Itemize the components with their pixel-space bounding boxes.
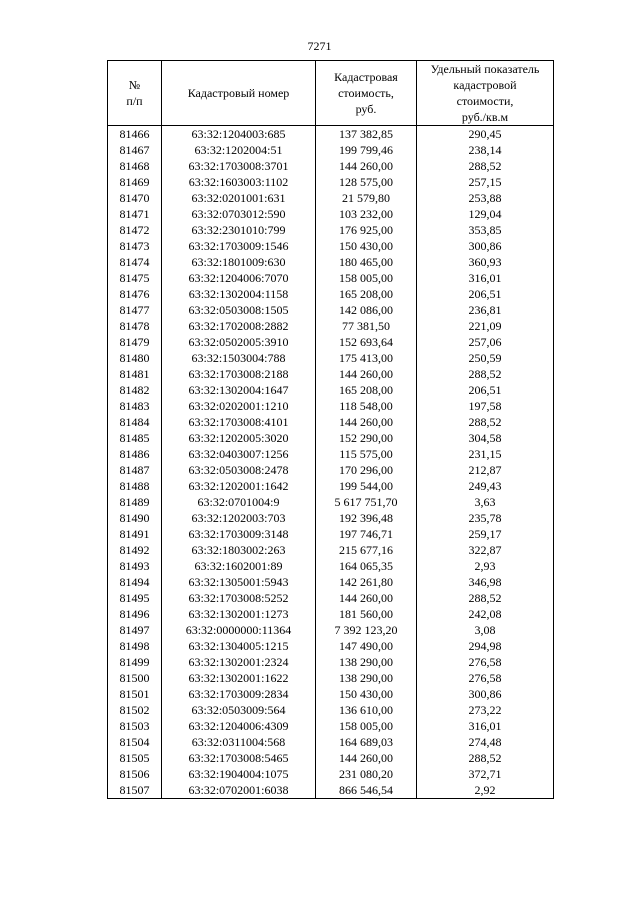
cadastral-number-cell: 63:32:0702001:6038 <box>162 782 316 799</box>
specific-value-cell: 253,88 <box>417 190 554 206</box>
specific-value-cell: 235,78 <box>417 510 554 526</box>
cadastral-number-cell: 63:32:1305001:5943 <box>162 574 316 590</box>
specific-value-cell: 259,17 <box>417 526 554 542</box>
cadastral-value-cell: 138 290,00 <box>316 670 417 686</box>
row-number-cell: 81468 <box>108 158 162 174</box>
row-number-cell: 81505 <box>108 750 162 766</box>
row-number-cell: 81480 <box>108 350 162 366</box>
table-row <box>108 270 554 286</box>
cadastral-value-cell: 144 260,00 <box>316 158 417 174</box>
row-number-cell: 81495 <box>108 590 162 606</box>
row-number-cell: 81496 <box>108 606 162 622</box>
specific-value-cell: 304,58 <box>417 430 554 446</box>
row-number-cell: 81500 <box>108 670 162 686</box>
row-number-cell: 81498 <box>108 638 162 654</box>
header-value-line1: Кадастровая <box>334 70 398 84</box>
cadastral-number-cell: 63:32:1304005:1215 <box>162 638 316 654</box>
specific-value-cell: 206,51 <box>417 382 554 398</box>
cadastral-value-cell: 164 689,03 <box>316 734 417 750</box>
specific-value-cell: 290,45 <box>417 126 554 143</box>
cadastral-value-cell: 7 392 123,20 <box>316 622 417 638</box>
cadastral-number-cell: 63:32:0503008:2478 <box>162 462 316 478</box>
table-row <box>108 686 554 702</box>
row-number-cell: 81481 <box>108 366 162 382</box>
table-row <box>108 654 554 670</box>
cadastral-value-cell: 164 065,35 <box>316 558 417 574</box>
cadastral-value-cell: 165 208,00 <box>316 382 417 398</box>
cadastral-number-cell: 63:32:1703008:2188 <box>162 366 316 382</box>
row-number-cell: 81506 <box>108 766 162 782</box>
table-row <box>108 334 554 350</box>
table-row <box>108 702 554 718</box>
cadastral-number-cell: 63:32:0201001:631 <box>162 190 316 206</box>
table-row <box>108 366 554 382</box>
row-number-cell: 81474 <box>108 254 162 270</box>
cadastral-number-cell: 63:32:1602001:89 <box>162 558 316 574</box>
cadastral-value-table <box>107 60 554 799</box>
table-row <box>108 478 554 494</box>
cadastral-number-cell: 63:32:1302001:2324 <box>162 654 316 670</box>
row-number-cell: 81499 <box>108 654 162 670</box>
specific-value-cell: 206,51 <box>417 286 554 302</box>
cadastral-number-cell: 63:32:1204003:685 <box>162 126 316 143</box>
cadastral-value-cell: 192 396,48 <box>316 510 417 526</box>
table-row <box>108 222 554 238</box>
row-number-cell: 81475 <box>108 270 162 286</box>
cadastral-value-cell: 176 925,00 <box>316 222 417 238</box>
cadastral-number-cell: 63:32:2301010:799 <box>162 222 316 238</box>
cadastral-number-cell: 63:32:1302001:1622 <box>162 670 316 686</box>
cadastral-number-cell: 63:32:0701004:9 <box>162 494 316 510</box>
row-number-cell: 81503 <box>108 718 162 734</box>
row-number-cell: 81478 <box>108 318 162 334</box>
row-number-cell: 81504 <box>108 734 162 750</box>
table-row <box>108 446 554 462</box>
cadastral-value-cell: 866 546,54 <box>316 782 417 799</box>
specific-value-cell: 353,85 <box>417 222 554 238</box>
cadastral-value-cell: 231 080,20 <box>316 766 417 782</box>
cadastral-value-cell: 165 208,00 <box>316 286 417 302</box>
specific-value-cell: 238,14 <box>417 142 554 158</box>
specific-value-cell: 2,93 <box>417 558 554 574</box>
specific-value-cell: 3,63 <box>417 494 554 510</box>
table-row <box>108 574 554 590</box>
row-number-cell: 81469 <box>108 174 162 190</box>
header-number <box>108 61 162 126</box>
cadastral-value-cell: 152 693,64 <box>316 334 417 350</box>
table-row <box>108 142 554 158</box>
header-row <box>108 61 554 126</box>
table-row <box>108 382 554 398</box>
table-row <box>108 430 554 446</box>
row-number-cell: 81473 <box>108 238 162 254</box>
specific-value-cell: 372,71 <box>417 766 554 782</box>
cadastral-number-cell: 63:32:1702008:2882 <box>162 318 316 334</box>
table-row <box>108 734 554 750</box>
table-row <box>108 302 554 318</box>
header-specific-value <box>417 61 554 126</box>
cadastral-number-cell: 63:32:1204006:7070 <box>162 270 316 286</box>
row-number-cell: 81484 <box>108 414 162 430</box>
cadastral-number-cell: 63:32:1202005:3020 <box>162 430 316 446</box>
cadastral-number-cell: 63:32:0000000:11364 <box>162 622 316 638</box>
row-number-cell: 81493 <box>108 558 162 574</box>
cadastral-value-cell: 158 005,00 <box>316 270 417 286</box>
cadastral-value-cell: 181 560,00 <box>316 606 417 622</box>
cadastral-value-cell: 150 430,00 <box>316 238 417 254</box>
row-number-cell: 81476 <box>108 286 162 302</box>
table-row <box>108 414 554 430</box>
cadastral-number-cell: 63:32:0502005:3910 <box>162 334 316 350</box>
cadastral-value-cell: 199 544,00 <box>316 478 417 494</box>
specific-value-cell: 288,52 <box>417 366 554 382</box>
header-cadastral-value <box>316 61 417 126</box>
specific-value-cell: 2,92 <box>417 782 554 799</box>
table-row <box>108 158 554 174</box>
table-row <box>108 206 554 222</box>
cadastral-number-cell: 63:32:1302004:1158 <box>162 286 316 302</box>
specific-value-cell: 249,43 <box>417 478 554 494</box>
cadastral-number-cell: 63:32:1703008:5252 <box>162 590 316 606</box>
cadastral-value-cell: 21 579,80 <box>316 190 417 206</box>
cadastral-value-cell: 150 430,00 <box>316 686 417 702</box>
specific-value-cell: 322,87 <box>417 542 554 558</box>
specific-value-cell: 316,01 <box>417 718 554 734</box>
row-number-cell: 81483 <box>108 398 162 414</box>
cadastral-number-cell: 63:32:0503008:1505 <box>162 302 316 318</box>
table-row <box>108 718 554 734</box>
cadastral-number-cell: 63:32:0403007:1256 <box>162 446 316 462</box>
header-number-line1: № <box>128 78 141 92</box>
specific-value-cell: 3,08 <box>417 622 554 638</box>
cadastral-value-cell: 144 260,00 <box>316 750 417 766</box>
table-row <box>108 766 554 782</box>
table-row <box>108 606 554 622</box>
header-specific-line1: Удельный показатель <box>430 62 540 76</box>
cadastral-number-cell: 63:32:1904004:1075 <box>162 766 316 782</box>
table-row <box>108 670 554 686</box>
table-row <box>108 286 554 302</box>
specific-value-cell: 276,58 <box>417 670 554 686</box>
table-row <box>108 590 554 606</box>
cadastral-number-cell: 63:32:1803002:263 <box>162 542 316 558</box>
cadastral-value-cell: 144 260,00 <box>316 414 417 430</box>
table-body <box>108 126 554 799</box>
row-number-cell: 81467 <box>108 142 162 158</box>
row-number-cell: 81490 <box>108 510 162 526</box>
table-row <box>108 638 554 654</box>
specific-value-cell: 231,15 <box>417 446 554 462</box>
specific-value-cell: 300,86 <box>417 686 554 702</box>
specific-value-cell: 294,98 <box>417 638 554 654</box>
cadastral-value-cell: 175 413,00 <box>316 350 417 366</box>
table-row <box>108 750 554 766</box>
cadastral-number-cell: 63:32:1801009:630 <box>162 254 316 270</box>
row-number-cell: 81472 <box>108 222 162 238</box>
table-row <box>108 254 554 270</box>
row-number-cell: 81502 <box>108 702 162 718</box>
cadastral-value-cell: 115 575,00 <box>316 446 417 462</box>
cadastral-value-cell: 137 382,85 <box>316 126 417 143</box>
cadastral-number-cell: 63:32:1302004:1647 <box>162 382 316 398</box>
table-header <box>108 61 554 126</box>
specific-value-cell: 236,81 <box>417 302 554 318</box>
cadastral-value-cell: 215 677,16 <box>316 542 417 558</box>
header-number-line2: п/п <box>126 94 143 108</box>
cadastral-number-cell: 63:32:1202001:1642 <box>162 478 316 494</box>
specific-value-cell: 288,52 <box>417 750 554 766</box>
specific-value-cell: 288,52 <box>417 414 554 430</box>
specific-value-cell: 300,86 <box>417 238 554 254</box>
cadastral-value-cell: 77 381,50 <box>316 318 417 334</box>
cadastral-number-cell: 63:32:1503004:788 <box>162 350 316 366</box>
cadastral-number-cell: 63:32:0503009:564 <box>162 702 316 718</box>
table-row <box>108 238 554 254</box>
cadastral-number-cell: 63:32:1603003:1102 <box>162 174 316 190</box>
row-number-cell: 81471 <box>108 206 162 222</box>
specific-value-cell: 276,58 <box>417 654 554 670</box>
specific-value-cell: 288,52 <box>417 590 554 606</box>
table-row <box>108 510 554 526</box>
table-row <box>108 318 554 334</box>
specific-value-cell: 360,93 <box>417 254 554 270</box>
row-number-cell: 81494 <box>108 574 162 590</box>
row-number-cell: 81485 <box>108 430 162 446</box>
table-row <box>108 622 554 638</box>
page-number: 7271 <box>307 39 332 53</box>
cadastral-value-cell: 103 232,00 <box>316 206 417 222</box>
row-number-cell: 81477 <box>108 302 162 318</box>
table-row <box>108 558 554 574</box>
cadastral-number-cell: 63:32:1703008:4101 <box>162 414 316 430</box>
cadastral-value-cell: 142 086,00 <box>316 302 417 318</box>
row-number-cell: 81492 <box>108 542 162 558</box>
row-number-cell: 81489 <box>108 494 162 510</box>
header-cadastral-number <box>162 61 316 126</box>
specific-value-cell: 250,59 <box>417 350 554 366</box>
cadastral-number-cell: 63:32:1703009:1546 <box>162 238 316 254</box>
table-row <box>108 190 554 206</box>
cadastral-value-cell: 144 260,00 <box>316 590 417 606</box>
row-number-cell: 81470 <box>108 190 162 206</box>
cadastral-value-cell: 138 290,00 <box>316 654 417 670</box>
cadastral-number-cell: 63:32:1703009:3148 <box>162 526 316 542</box>
cadastral-number-cell: 63:32:1703009:2834 <box>162 686 316 702</box>
specific-value-cell: 274,48 <box>417 734 554 750</box>
cadastral-value-cell: 128 575,00 <box>316 174 417 190</box>
row-number-cell: 81491 <box>108 526 162 542</box>
header-specific-line2: кадастровой <box>453 78 517 92</box>
cadastral-value-cell: 199 799,46 <box>316 142 417 158</box>
cadastral-number-cell: 63:32:1302001:1273 <box>162 606 316 622</box>
row-number-cell: 81501 <box>108 686 162 702</box>
specific-value-cell: 129,04 <box>417 206 554 222</box>
row-number-cell: 81507 <box>108 782 162 799</box>
cadastral-value-cell: 5 617 751,70 <box>316 494 417 510</box>
cadastral-number-cell: 63:32:0202001:1210 <box>162 398 316 414</box>
table-row <box>108 494 554 510</box>
specific-value-cell: 242,08 <box>417 606 554 622</box>
specific-value-cell: 212,87 <box>417 462 554 478</box>
table-row <box>108 350 554 366</box>
table-row <box>108 542 554 558</box>
cadastral-value-cell: 118 548,00 <box>316 398 417 414</box>
cadastral-number-cell: 63:32:1204006:4309 <box>162 718 316 734</box>
header-cadastral-number-label: Кадастровый номер <box>187 86 290 100</box>
cadastral-value-cell: 147 490,00 <box>316 638 417 654</box>
cadastral-number-cell: 63:32:0703012:590 <box>162 206 316 222</box>
cadastral-value-cell: 142 261,80 <box>316 574 417 590</box>
table-row <box>108 782 554 799</box>
cadastral-value-cell: 180 465,00 <box>316 254 417 270</box>
table-row <box>108 526 554 542</box>
cadastral-value-cell: 144 260,00 <box>316 366 417 382</box>
cadastral-number-cell: 63:32:0311004:568 <box>162 734 316 750</box>
cadastral-number-cell: 63:32:1202004:51 <box>162 142 316 158</box>
row-number-cell: 81487 <box>108 462 162 478</box>
cadastral-number-cell: 63:32:1703008:5465 <box>162 750 316 766</box>
cadastral-value-cell: 170 296,00 <box>316 462 417 478</box>
specific-value-cell: 197,58 <box>417 398 554 414</box>
header-value-line3: руб. <box>355 102 377 116</box>
specific-value-cell: 221,09 <box>417 318 554 334</box>
row-number-cell: 81479 <box>108 334 162 350</box>
specific-value-cell: 257,06 <box>417 334 554 350</box>
header-specific-line4: руб./кв.м <box>461 110 509 124</box>
cadastral-number-cell: 63:32:1202003:703 <box>162 510 316 526</box>
cadastral-value-cell: 158 005,00 <box>316 718 417 734</box>
row-number-cell: 81482 <box>108 382 162 398</box>
cadastral-number-cell: 63:32:1703008:3701 <box>162 158 316 174</box>
cadastral-value-cell: 152 290,00 <box>316 430 417 446</box>
table-row <box>108 398 554 414</box>
specific-value-cell: 257,15 <box>417 174 554 190</box>
row-number-cell: 81486 <box>108 446 162 462</box>
table-row <box>108 174 554 190</box>
specific-value-cell: 316,01 <box>417 270 554 286</box>
specific-value-cell: 273,22 <box>417 702 554 718</box>
header-specific-line3: стоимости, <box>456 94 514 108</box>
header-value-line2: стоимость, <box>338 86 394 100</box>
row-number-cell: 81488 <box>108 478 162 494</box>
table-row <box>108 462 554 478</box>
specific-value-cell: 346,98 <box>417 574 554 590</box>
cadastral-value-cell: 197 746,71 <box>316 526 417 542</box>
table-row <box>108 126 554 143</box>
row-number-cell: 81497 <box>108 622 162 638</box>
specific-value-cell: 288,52 <box>417 158 554 174</box>
row-number-cell: 81466 <box>108 126 162 143</box>
cadastral-value-cell: 136 610,00 <box>316 702 417 718</box>
